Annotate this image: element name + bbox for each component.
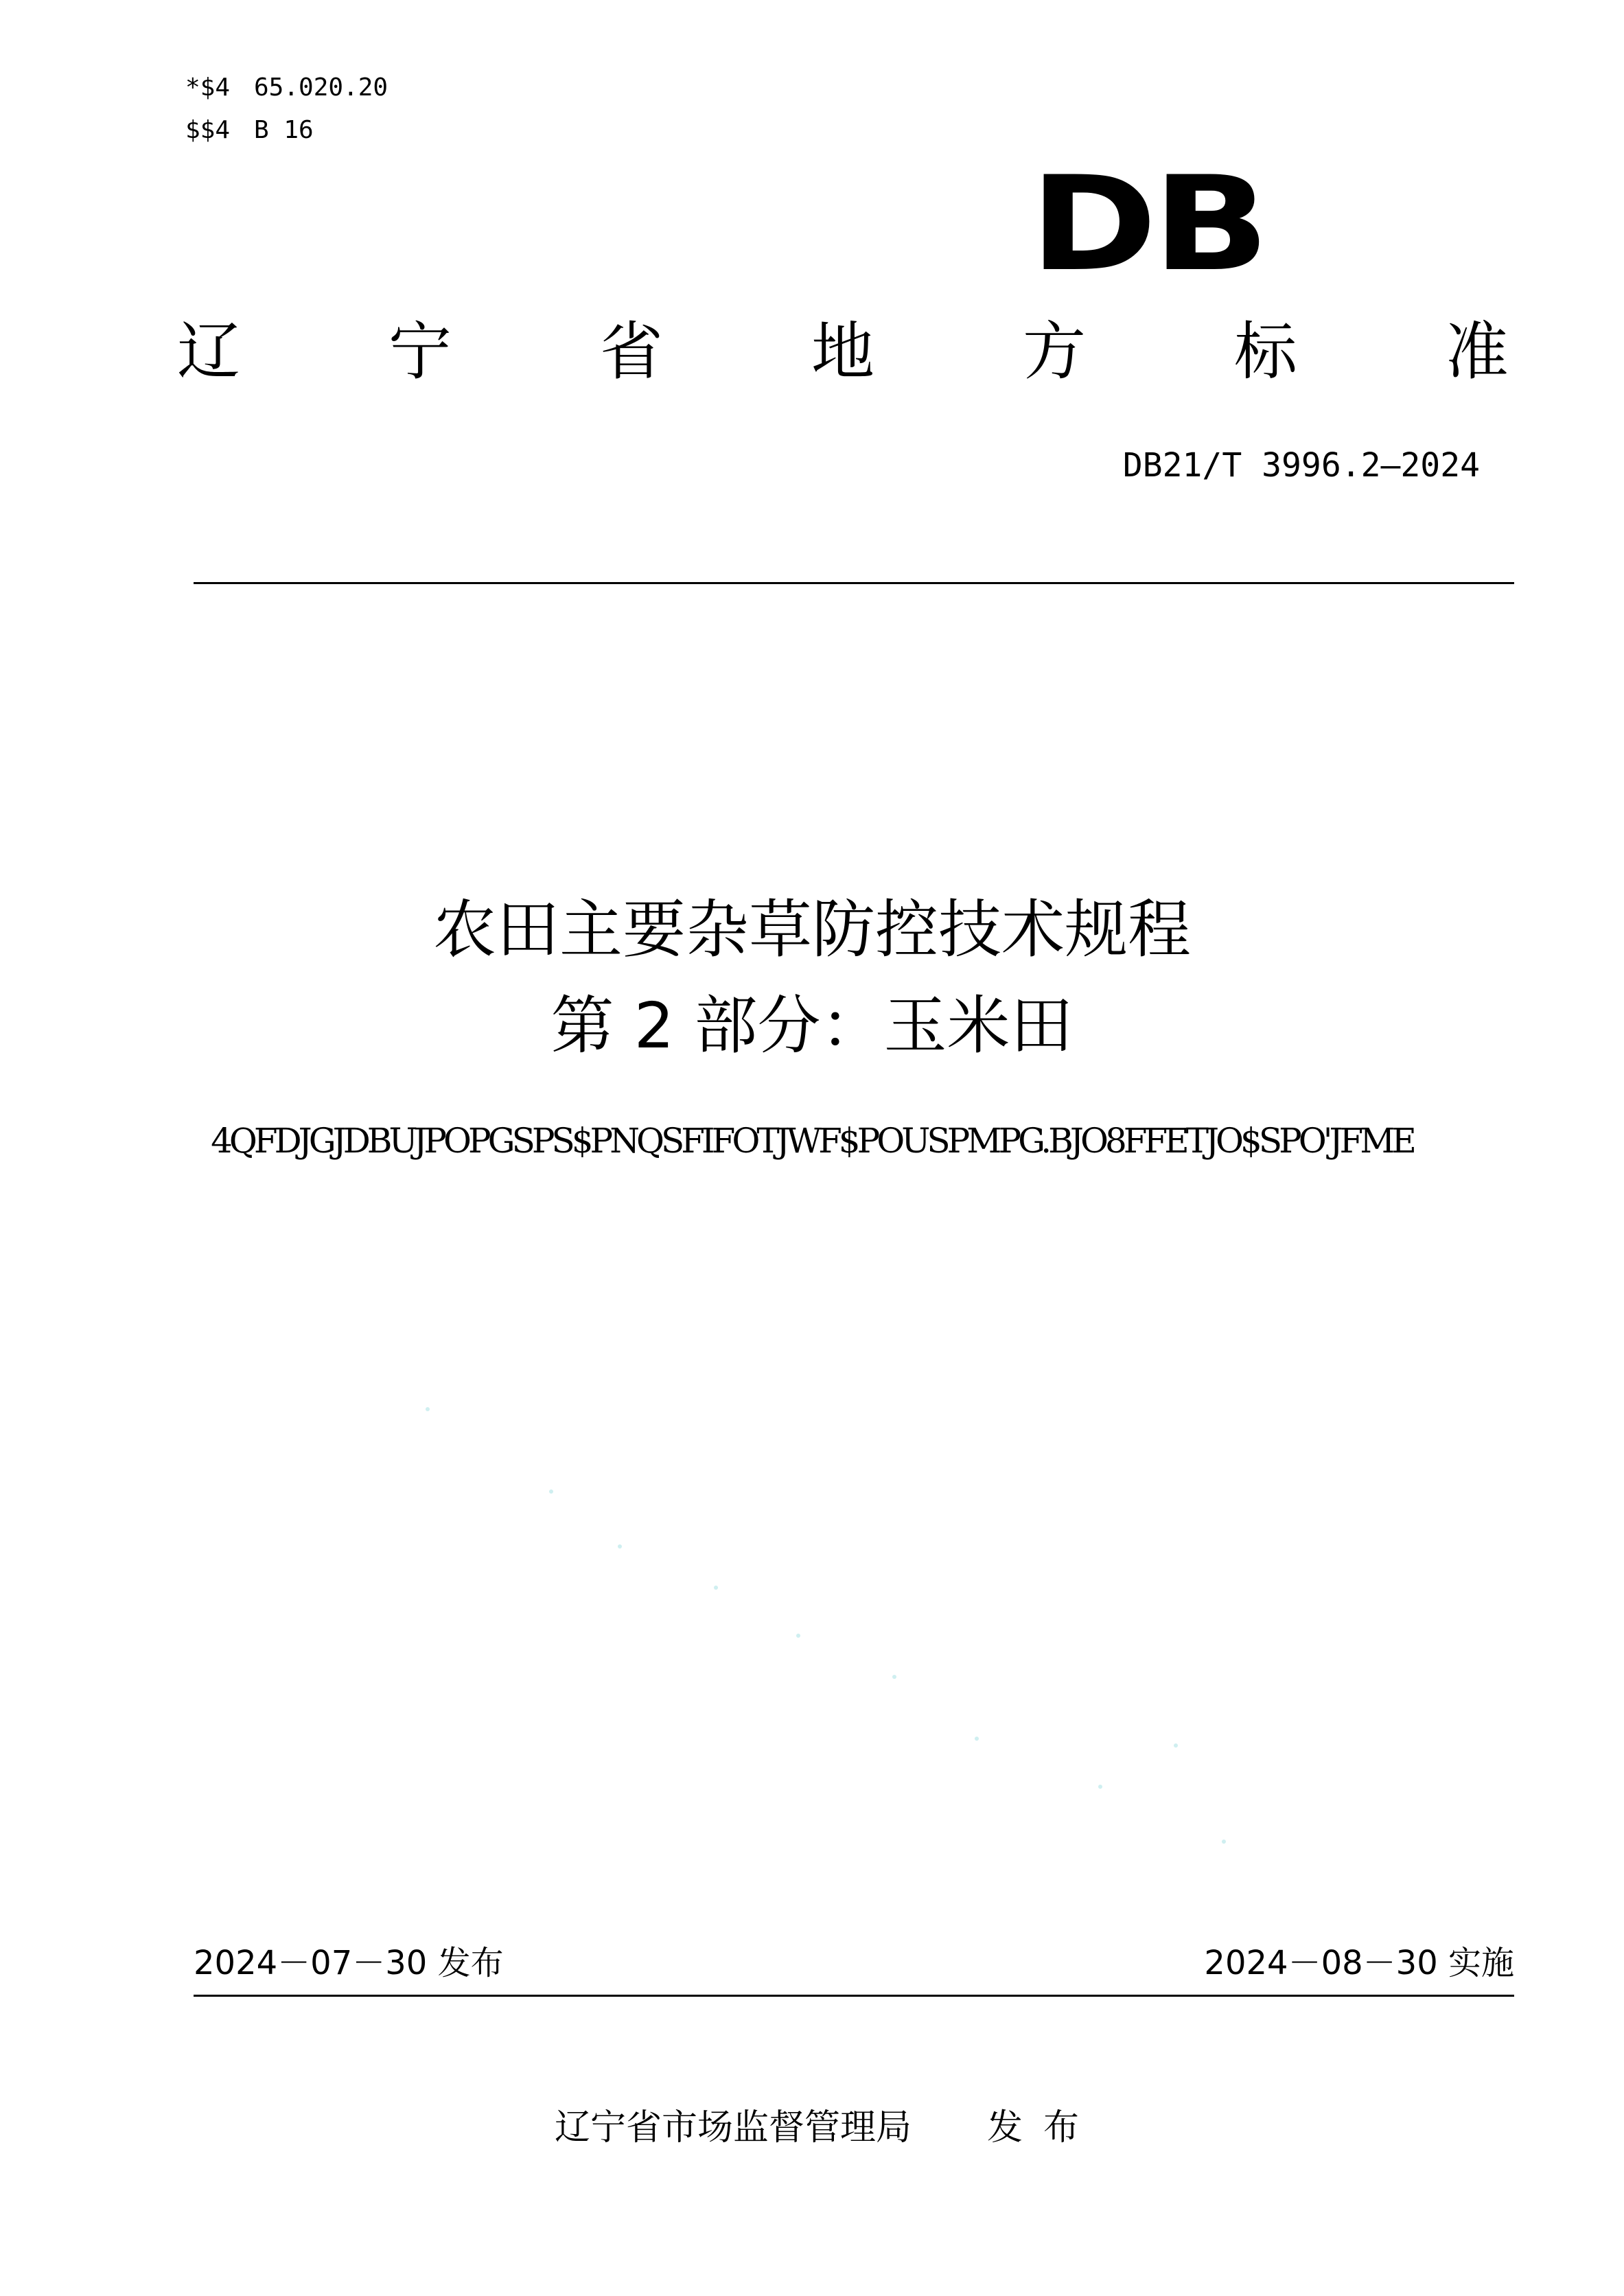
issuer-name: 辽宁省市场监督管理局 bbox=[555, 2107, 912, 2148]
document-title-line2: 第 2 部分：玉米田 bbox=[550, 989, 1074, 1063]
db-logo: DB bbox=[1030, 148, 1265, 300]
standard-type-char: 标 bbox=[1233, 315, 1297, 389]
standard-type-title bbox=[177, 314, 1509, 390]
english-title: 4QFDJGJDBUJPOPGSPS$PNQSFIFOTJWF$POUSPMPG.BJO8FFETJO$SPO'JFME bbox=[211, 1121, 1413, 1161]
standard-number: DB21/T 3996.2—2024 bbox=[1122, 446, 1480, 485]
standard-type-char: 辽 bbox=[177, 315, 241, 389]
footer-divider bbox=[194, 1995, 1514, 1997]
ccs-label: $$4 bbox=[185, 116, 231, 144]
standard-type-char: 省 bbox=[599, 315, 663, 389]
document-title-line1: 农田主要杂草防控技术规程 bbox=[432, 893, 1191, 966]
ccs-code bbox=[185, 115, 314, 146]
header-divider bbox=[194, 582, 1514, 584]
issuer-action: 发布 bbox=[987, 2107, 1100, 2148]
standard-type-char: 准 bbox=[1445, 315, 1509, 389]
ccs-value: B 16 bbox=[254, 116, 314, 144]
issuer bbox=[555, 2106, 1100, 2150]
standard-type-char: 方 bbox=[1022, 315, 1086, 389]
implement-date: 2024－08－30 实施 bbox=[1204, 1944, 1514, 1982]
ics-value: 65.020.20 bbox=[254, 73, 388, 102]
publish-date: 2024－07－30 发布 bbox=[194, 1944, 504, 1982]
ics-code bbox=[185, 73, 388, 103]
standard-type-char: 宁 bbox=[388, 315, 452, 389]
standard-type-char: 地 bbox=[811, 315, 874, 389]
ics-label: *$4 bbox=[185, 73, 231, 102]
